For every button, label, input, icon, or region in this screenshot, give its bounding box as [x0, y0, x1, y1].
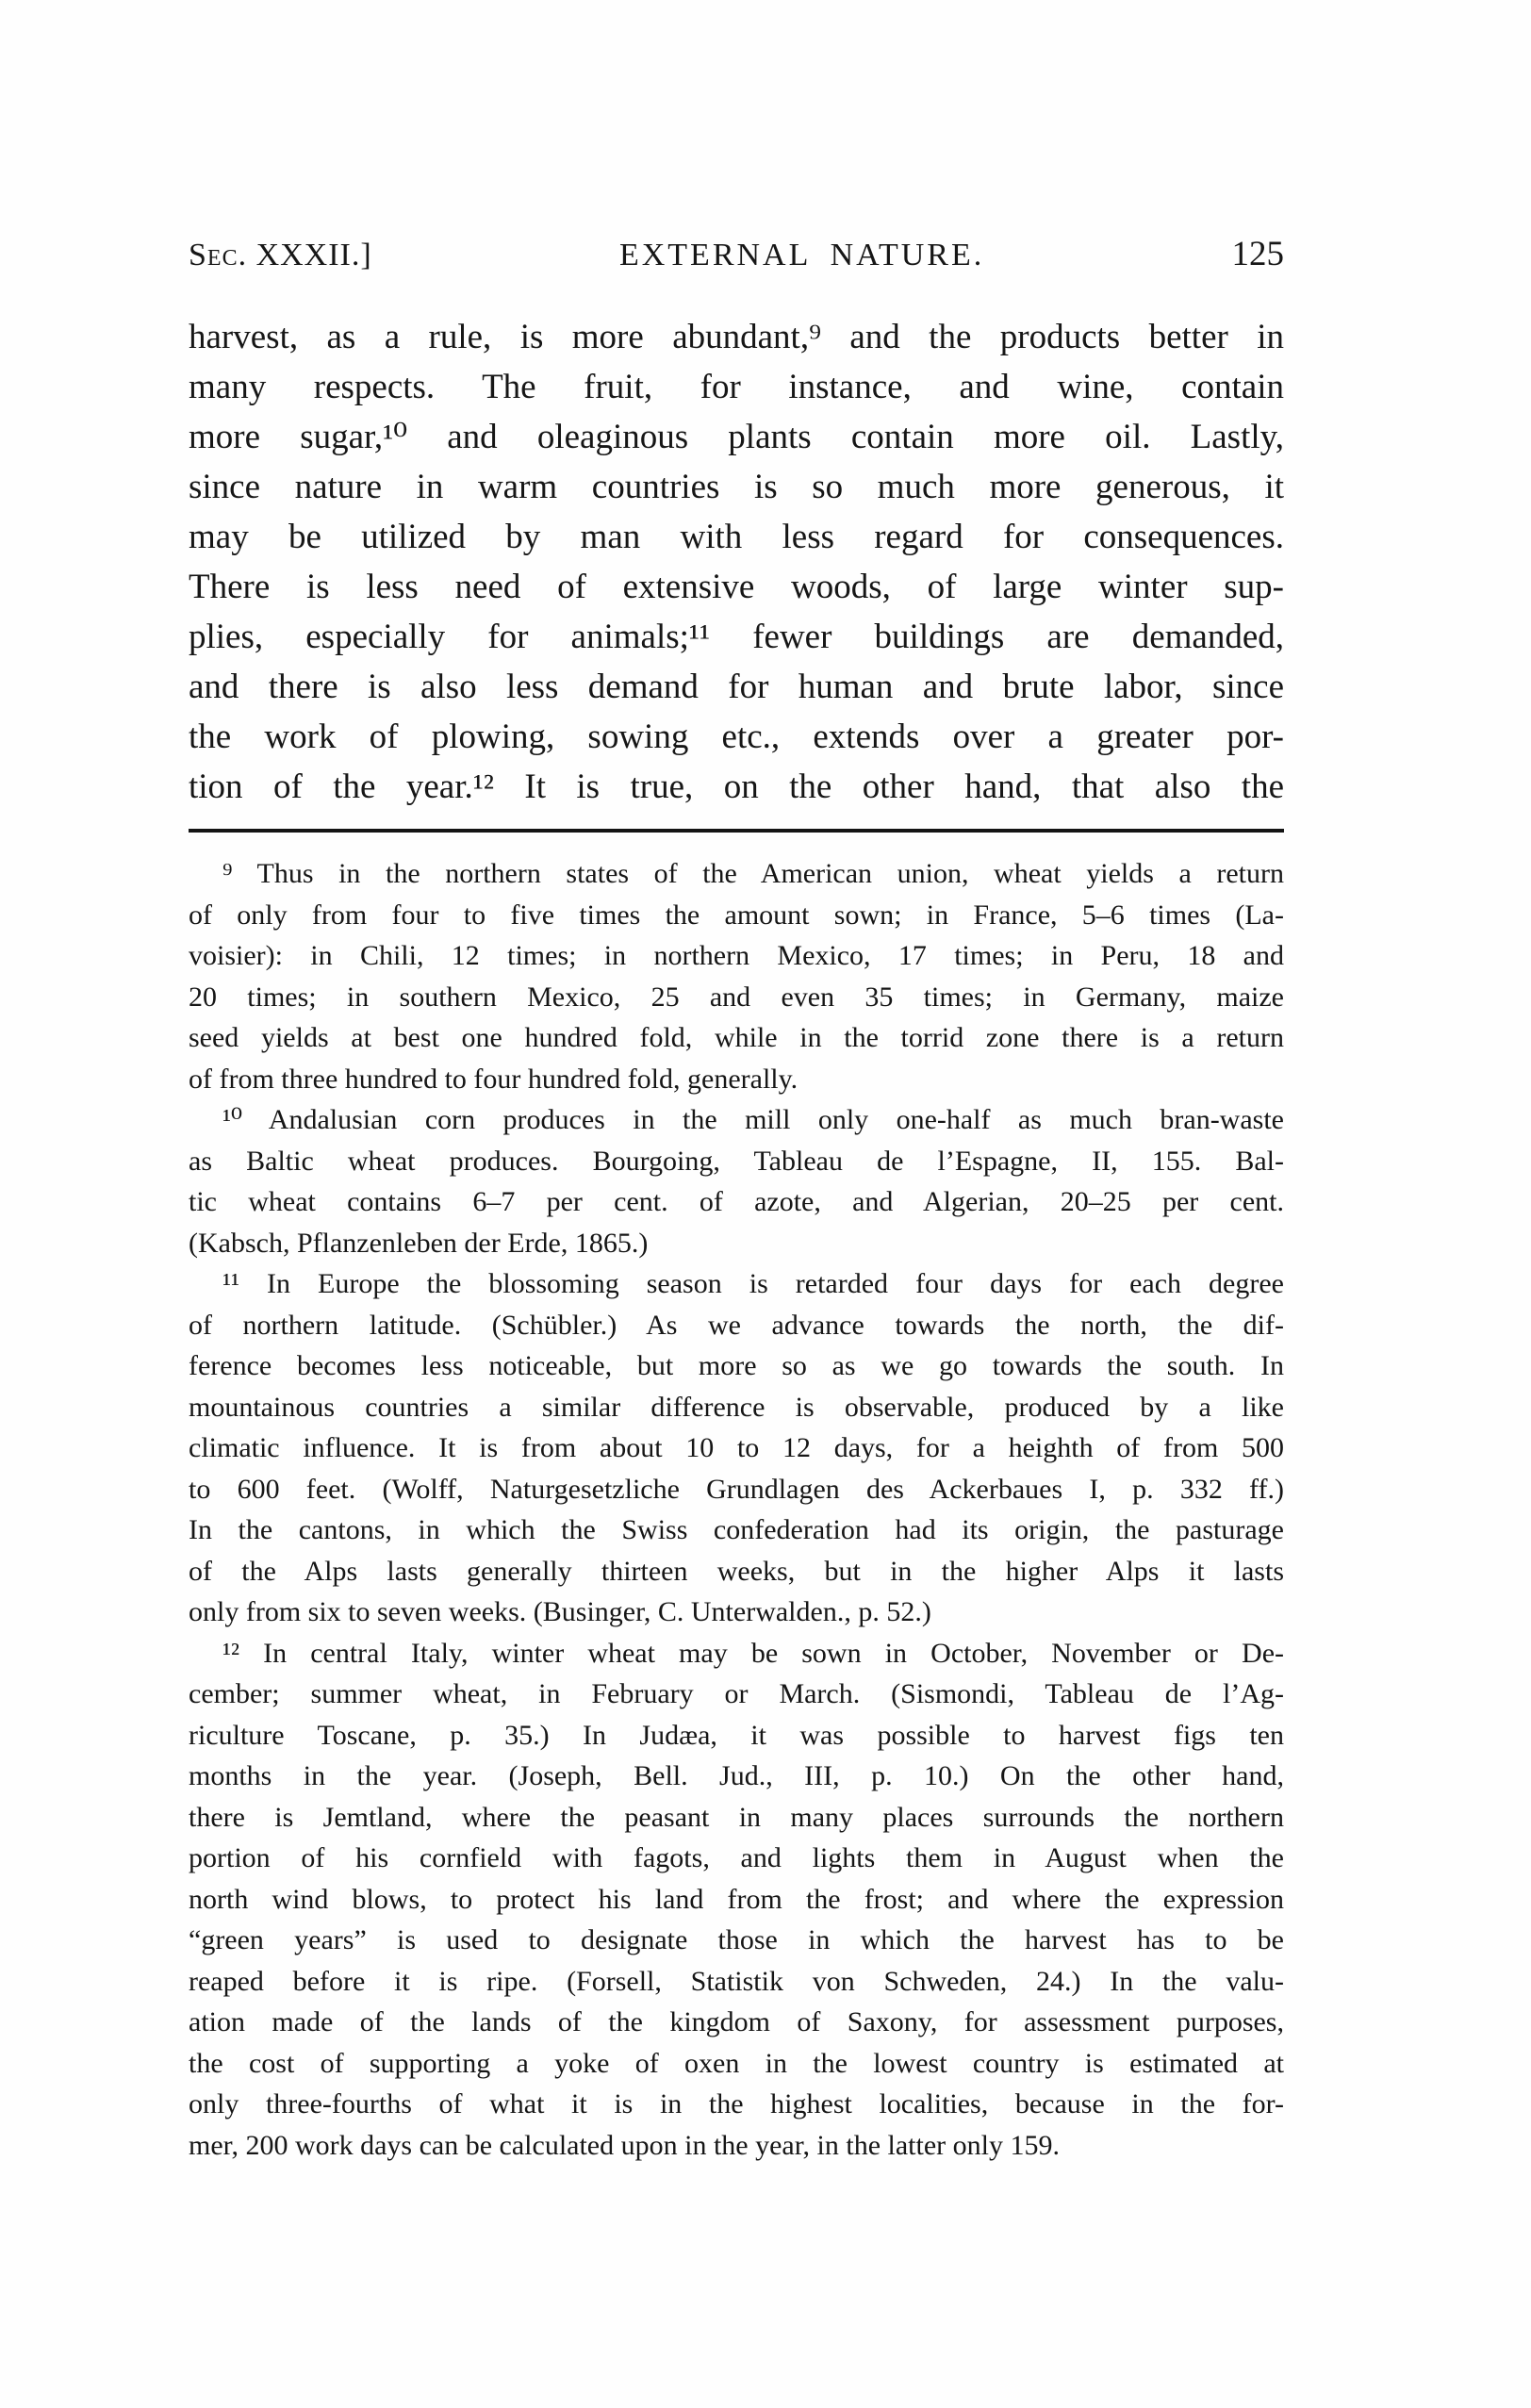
footnote-10: [189, 1099, 1284, 1263]
text-line: (Kabsch, Pflanzenleben der Erde, 1865.): [189, 1227, 649, 1259]
text-line: reaped before it is ripe. (Forsell, Statistik von Schweden, 24.) In the valu-: [189, 1965, 1284, 1997]
text-line: there is Jemtland, where the peasant in many places surrounds the northern: [189, 1801, 1284, 1833]
text-line: as Baltic wheat produces. Bourgoing, Tableau de l’Espagne, II, 155. Bal-: [189, 1145, 1284, 1177]
text-line: of only from four to five times the amount sown; in France, 5–6 times (La-: [189, 899, 1284, 931]
text-line: to 600 feet. (Wolff, Naturgesetzliche Grundlagen des Ackerbaues I, p. 332 ff.): [189, 1473, 1284, 1505]
text-line: of northern latitude. (Schübler.) As we advance towards the north, the dif-: [189, 1309, 1284, 1341]
text-line: portion of his cornfield with fagots, and lights them in August when the: [189, 1842, 1284, 1873]
text-line: climatic influence. It is from about 10 to 12 days, for a heighth of from 500: [189, 1432, 1284, 1463]
text-line: only three-fourths of what it is in the highest localities, because in the for-: [189, 2088, 1284, 2119]
page-number: 125: [1231, 235, 1284, 273]
footnote-11: [189, 1263, 1284, 1633]
text-line: and there is also less demand for human and brute labor, since: [189, 668, 1284, 706]
footnote-12: [189, 1633, 1284, 2167]
footnotes-section: [189, 853, 1284, 2166]
text-line: 20 times; in southern Mexico, 25 and even 35 times; in Germany, maize: [189, 981, 1284, 1013]
text-line: of the Alps lasts generally thirteen weeks, but in the higher Alps it lasts: [189, 1555, 1284, 1587]
text-line: ation made of the lands of the kingdom of Saxony, for assessment purposes,: [189, 2006, 1284, 2037]
text-line: In the cantons, in which the Swiss confederation had its origin, the pasturage: [189, 1514, 1284, 1545]
text-line: more sugar,¹⁰ and oleaginous plants contain more oil. Lastly,: [189, 418, 1284, 456]
text-line: only from six to seven weeks. (Businger, C. Unterwalden., p. 52.): [189, 1596, 931, 1627]
footnote-separator-rule: [189, 829, 1284, 833]
text-line: tic wheat contains 6–7 per cent. of azote, and Algerian, 20–25 per cent.: [189, 1186, 1284, 1217]
text-line: riculture Toscane, p. 35.) In Judæa, it was possible to harvest figs ten: [189, 1719, 1284, 1751]
text-line: the cost of supporting a yoke of oxen in the lowest country is estimated at: [189, 2047, 1284, 2079]
text-line: tion of the year.¹² It is true, on the other hand, that also the: [189, 767, 1284, 806]
section-label: Sec. XXXII.]: [189, 238, 372, 272]
text-line: many respects. The fruit, for instance, and wine, contain: [189, 368, 1284, 406]
main-paragraph: [189, 312, 1284, 812]
text-line: may be utilized by man with less regard for consequences.: [189, 518, 1284, 556]
footnote-9: [189, 853, 1284, 1099]
running-title: EXTERNAL NATURE.: [618, 238, 985, 272]
text-line: mountainous countries a similar difference is observable, produced by a like: [189, 1391, 1284, 1423]
text-line: ¹¹ In Europe the blossoming season is retarded four days for each degree: [222, 1268, 1284, 1299]
text-line: the work of plowing, sowing etc., extends over a greater por-: [189, 717, 1284, 756]
page-header: [189, 236, 1284, 274]
text-line: cember; summer wheat, in February or March. (Sismondi, Tableau de l’Ag-: [189, 1678, 1284, 1709]
text-line: months in the year. (Joseph, Bell. Jud., III, p. 10.) On the other hand,: [189, 1760, 1284, 1791]
text-line: north wind blows, to protect his land from the frost; and where the expression: [189, 1883, 1284, 1915]
text-line: There is less need of extensive woods, of large winter sup-: [189, 568, 1284, 606]
text-line: of from three hundred to four hundred fold, generally.: [189, 1063, 798, 1095]
text-line: since nature in warm countries is so much more generous, it: [189, 468, 1284, 506]
text-line: ference becomes less noticeable, but more so as we go towards the south. In: [189, 1350, 1284, 1381]
text-line: harvest, as a rule, is more abundant,⁹ and the products better in: [189, 318, 1284, 356]
text-line: ⁹ Thus in the northern states of the American union, wheat yields a return: [222, 858, 1284, 889]
text-line: plies, especially for animals;¹¹ fewer buildings are demanded,: [189, 618, 1284, 656]
text-line: “green years” is used to designate those in which the harvest has to be: [189, 1924, 1284, 1955]
text-line: seed yields at best one hundred fold, while in the torrid zone there is a return: [189, 1022, 1284, 1053]
text-line: voisier): in Chili, 12 times; in northern Mexico, 17 times; in Peru, 18 and: [189, 940, 1284, 971]
text-line: ¹⁰ Andalusian corn produces in the mill only one-half as much bran-waste: [222, 1104, 1284, 1135]
text-line: ¹² In central Italy, winter wheat may be sown in October, November or De-: [222, 1637, 1284, 1669]
text-line: mer, 200 work days can be calculated upon in the year, in the latter only 159.: [189, 2129, 1060, 2161]
